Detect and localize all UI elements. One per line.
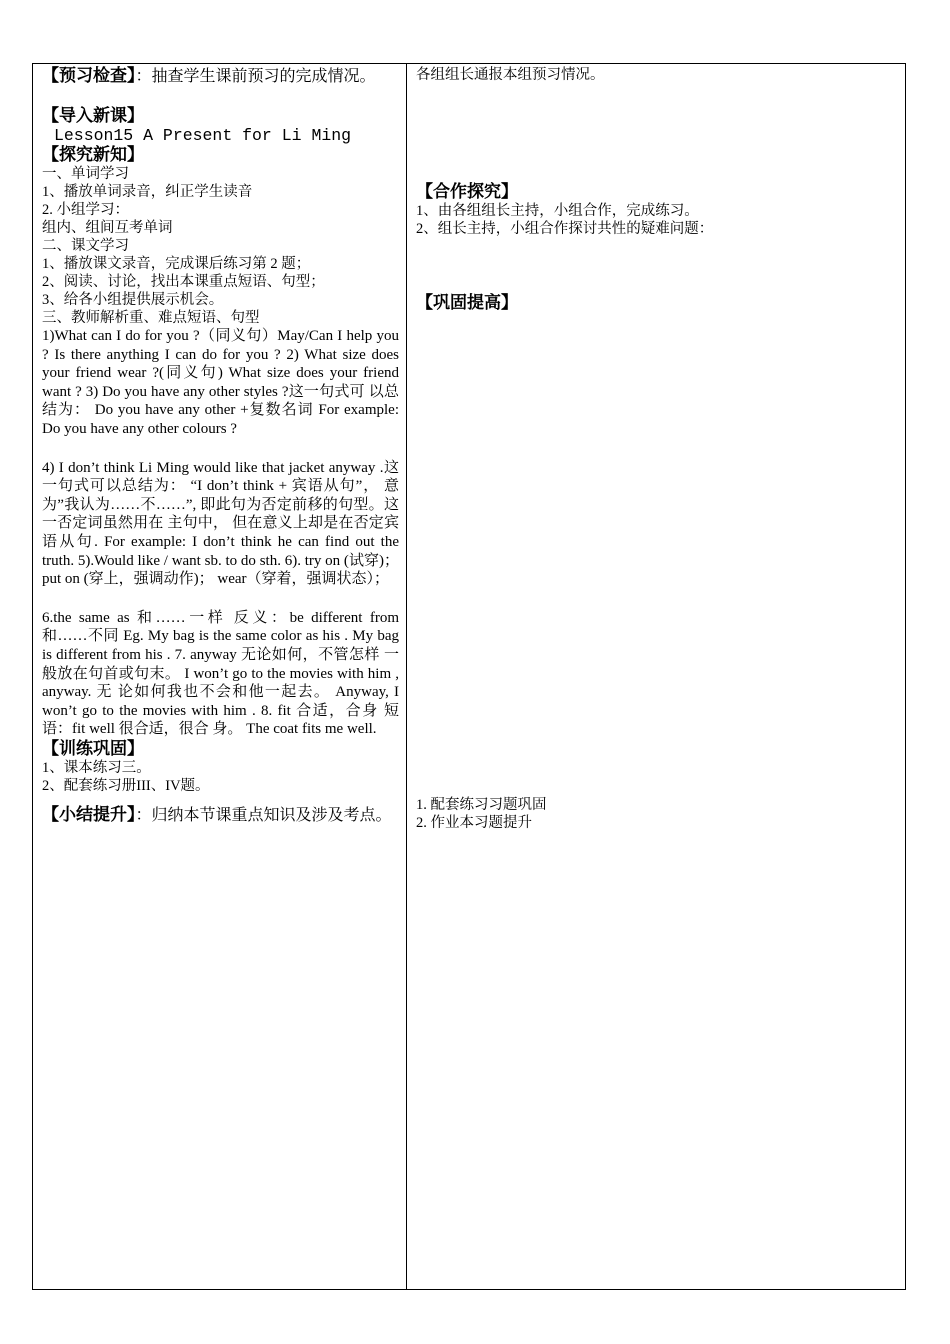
preview-text: ：抽查学生课前预习的完成情况。 xyxy=(135,68,376,85)
cooperation-item: 2、组长主持，小组合作探讨共性的疑难问题： xyxy=(416,221,714,237)
summary-text: ：归纳本节课重点知识及涉及考点。 xyxy=(135,806,392,824)
consolidation-section xyxy=(416,293,897,313)
training-heading: 【训练巩固】 xyxy=(42,738,144,759)
group-report: 各组组长通报本组预习情况。 xyxy=(416,67,605,83)
cooperation-item: 1、由各组组长主持，小组合作，完成练习。 xyxy=(416,203,699,219)
study-step: 1、播放单词录音，纠正学生读音 xyxy=(42,184,253,200)
study-steps xyxy=(42,165,399,327)
study-step: 2、阅读、讨论，找出本课重点短语、句型； xyxy=(42,274,325,290)
grammar-paragraph-3: 6.the same as 和……一样 反义：be different from 和……不同 Eg. My bag is the same color as his . My bag is different from his . 7. anyway 无论如何，不管怎样 一般放在句首或句末。 I won’t go to the movies with him , anyway. 无 论如何我也不会和他一起去。 Anyway, I won’t go to the movies with him . 8. fit 合适，合身 短语：fit well 很合适，很合 身。 The coat fits me well. xyxy=(42,609,399,738)
lesson-title: Lesson15 A Present for Li Ming xyxy=(54,126,352,145)
study-step: 三、教师解析重、难点短语、句型 xyxy=(42,310,260,326)
grammar-paragraph-2: 4) I don’t think Li Ming would like that jacket anyway .这一句式可以总结为： “I don’t think + 宾语从句”， 意为”我认为……不……”, 即此句为否定前移的句型。这一否定词虽然用在 主句中， 但在意义上却是在否定宾语从句. For example: I don’t think he can find out the truth. 5).Would like / want sb. to do sth. 6). try on (试穿)； put on (穿上，强调动作)； wear（穿着，强调状态）； xyxy=(42,459,399,588)
preview-check xyxy=(42,66,399,86)
cooperation-section xyxy=(416,182,897,238)
study-step: 1、播放课文录音，完成课后练习第 2 题； xyxy=(42,256,311,272)
lesson-plan-table xyxy=(32,63,906,1290)
explore-heading: 【探究新知】 xyxy=(42,145,144,165)
study-step: 二、课文学习 xyxy=(42,238,129,254)
summary xyxy=(42,805,399,825)
student-activity-column xyxy=(407,64,905,1289)
training-item: 2、配套练习册III、IV题。 xyxy=(42,777,210,794)
teacher-activity-column xyxy=(33,64,407,1289)
summary-heading: 【小结提升】 xyxy=(42,804,136,825)
exercise-list xyxy=(416,796,897,832)
cooperation-heading: 【合作探究】 xyxy=(416,182,518,202)
exercise-item: 2. 作业本习题提升 xyxy=(416,815,532,831)
consolidation-heading: 【巩固提高】 xyxy=(416,293,518,313)
preview-heading: 【预习检查】 xyxy=(42,66,136,86)
training-list xyxy=(42,759,399,795)
study-step: 2. 小组学习： xyxy=(42,202,129,218)
grammar-paragraph-1: 1)What can I do for you ?（同义句）May/Can I help you ? Is there anything I can do for you ? 2) What size does your friend wear ?(同义句) What size does your friend want ? 3) Do you have any other styles ?这一句式可 以总结为： Do you have any other +复数名词 For example: Do you have any other colours ? xyxy=(42,328,399,437)
study-step: 组内、组间互考单词 xyxy=(42,220,173,236)
intro-heading: 【导入新课】 xyxy=(42,106,144,126)
study-step: 一、单词学习 xyxy=(42,166,129,182)
study-step: 3、给各小组提供展示机会。 xyxy=(42,292,224,308)
training-item: 1、课本练习三。 xyxy=(42,759,151,776)
exercise-item: 1. 配套练习习题巩固 xyxy=(416,797,547,813)
